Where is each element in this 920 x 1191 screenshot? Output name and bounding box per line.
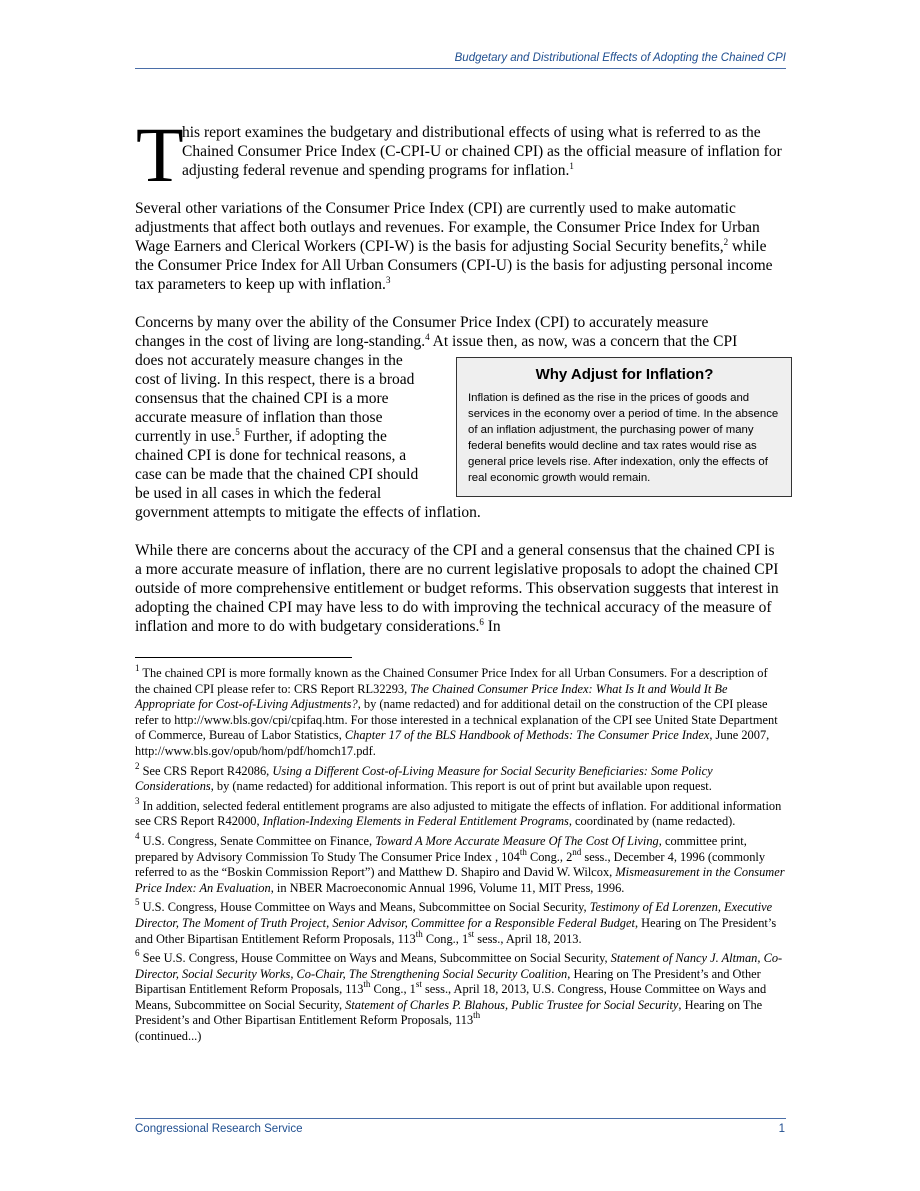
intro-text: his report examines the budgetary and distributional effects of using what is referred to as the Chained Consumer Price Index (C-CPI-U or chained CPI) as the official measure of inflation for adjusting federal revenue and spending programs for inflation. <box>182 124 782 179</box>
footnote-ref-4[interactable]: 4 <box>425 332 430 342</box>
footnote-text: , in NBER Macroeconomic Annual 1996, Volume 11, MIT Press, 1996. <box>270 880 625 895</box>
text-span: currently in use. <box>135 428 236 445</box>
ordinal-suffix: th <box>473 1010 481 1021</box>
footnote-6 <box>135 948 785 1045</box>
paragraph-text: While there are concerns about the accuracy of the CPI and a general consensus that the chained CPI is a more accurate measure of inflation, there are no current legislative proposals to adopt the chained CPI outside of more comprehensive entitlement or budget reforms. This observation suggests that interest in adopting the chained CPI may have less to do with improving the technical accuracy of the measure of inflation and more to do with budgetary considerations. <box>135 542 779 635</box>
footnote-ref-2[interactable]: 2 <box>723 237 729 247</box>
text-line: government attempts to mitigate the effects of inflation. <box>135 504 481 521</box>
ordinal-suffix: th <box>415 928 423 939</box>
footer-rule <box>135 1118 786 1119</box>
footnote-number: 3 <box>135 795 140 806</box>
footnote-ref-6[interactable]: 6 <box>479 617 484 627</box>
footnote-text: See U.S. Congress, House Committee on Ways and Means, Subcommittee on Social Security, <box>139 951 611 966</box>
footnote-text: , by (name redacted) for additional information. This report is out of print but available upon request. <box>210 779 712 794</box>
footnote-number: 4 <box>135 830 140 841</box>
footnote-text: , Hearing on The President’s and Other Bipartisan Entitlement Reform Proposals, 113 <box>135 966 761 997</box>
text-line: cost of living. In this respect, there is a broad <box>135 371 415 388</box>
text-line: chained CPI is done for technical reasons, a <box>135 447 407 464</box>
footnote-text: , June 2007, http://www.bls.gov/opub/hom/pdf/homch17.pdf. <box>135 728 770 758</box>
text-span: changes in the cost of living are long-standing. <box>135 333 426 350</box>
footnote-text: U.S. Congress, Senate Committee on Finance, <box>139 833 376 848</box>
footnote-number: 5 <box>135 897 140 908</box>
text-line <box>135 332 785 351</box>
footnote-text: sess., April 18, 2013. <box>474 931 582 946</box>
paragraph-text: while the Consumer Price Index for All Urban Consumers (CPI-U) is the basis for adjusting personal income tax parameters to keep up with inflation. <box>135 238 773 293</box>
footnotes <box>135 663 785 1049</box>
footnote-text: The chained CPI is more formally known as the Chained Consumer Price Index for all Urban Consumers. For a description of the chained CPI please refer to: CRS Report RL32293, <box>135 666 768 696</box>
sidebar-text: Inflation is defined as the rise in the prices of goods and services in the economy over a period of time. In the absence of an inflation adjustment, the purchasing power of many federal benefits would decline and tax rates would rise as general price levels rise. After indexation, only the effects of real economic growth would remain. <box>468 392 779 484</box>
footnote-title: Statement of Nancy J. Altman, Co-Director, Social Security Works, Co-Chair, The Strengthening Social Security Coalition <box>135 951 783 981</box>
footer-publisher: Congressional Research Service <box>135 1123 303 1135</box>
ordinal-suffix: st <box>415 979 422 990</box>
footnote-text: , Hearing on The President’s and Other Bipartisan Entitlement Reform Proposals, 113 <box>135 915 777 946</box>
ordinal-suffix: th <box>519 846 527 857</box>
text-span: Further, if adopting the <box>239 428 387 445</box>
ordinal-suffix: st <box>468 928 475 939</box>
footnote-3 <box>135 795 785 830</box>
intro-paragraph <box>182 123 786 180</box>
footnote-text: sess., December 4, 1996 (commonly referred to as the “Boskin Commission Report”) and Matthew D. Shapiro and David W. Wilcox, <box>135 849 766 880</box>
footnote-ref-3[interactable]: 3 <box>385 275 391 285</box>
footnote-title: Statement of Charles P. Blahous, Public Trustee for Social Security <box>345 997 679 1012</box>
footnote-title: Toward A More Accurate Measure Of The Cost Of Living <box>375 833 659 848</box>
text-line: consensus that the chained CPI is a more <box>135 390 389 407</box>
paragraph-legislative <box>135 541 785 636</box>
sidebar-box <box>456 357 792 497</box>
footnote-title: Testimony of Ed Lorenzen, Executive Director, The Moment of Truth Project, Senior Advisor, Committee for a Responsible Federal Budget <box>135 900 773 930</box>
footnote-title: Chapter 17 of the BLS Handbook of Methods: The Consumer Price Index <box>344 728 710 743</box>
drop-cap: T <box>136 111 184 198</box>
footnote-text: , coordinated by (name redacted). <box>568 814 736 829</box>
footnote-text: U.S. Congress, House Committee on Ways and Means, Subcommittee on Social Security, <box>139 900 590 915</box>
text-line: does not accurately measure changes in the <box>135 352 403 369</box>
paragraph-text: In <box>483 618 501 635</box>
text-line: Concerns by many over the ability of the Consumer Price Index (CPI) to accurately measure <box>135 314 709 331</box>
paragraph-cpi-variations <box>135 199 785 294</box>
ordinal-suffix: th <box>363 979 371 990</box>
footnote-title: Inflation-Indexing Elements in Federal Entitlement Programs <box>262 814 569 829</box>
footnote-text: sess., April 18, 2013, U.S. Congress, House Committee on Ways and Means, Subcommittee on Social Security, <box>135 982 767 1012</box>
footnote-title: The Chained Consumer Price Index: What Is It and Would It Be Appropriate for Cost-of-Living Adjustments? <box>135 681 728 712</box>
footnote-text: , Hearing on The President’s and Other Bipartisan Entitlement Reform Proposals, 113 <box>135 997 763 1028</box>
text-line: be used in all cases in which the federal <box>135 485 382 502</box>
footnote-number: 6 <box>135 948 140 959</box>
footnote-2 <box>135 760 785 795</box>
footnote-title: Mismeasurement in the Consumer Price Index: An Evaluation <box>135 865 785 895</box>
footnote-ref-1[interactable]: 1 <box>569 161 574 171</box>
footnote-number: 2 <box>135 760 140 771</box>
footnote-text: See CRS Report R42086, <box>139 763 273 778</box>
footnote-text: Cong., 2 <box>526 849 573 864</box>
text-span: At issue then, as now, was a concern that the CPI <box>429 333 738 350</box>
continued-note: (continued...) <box>135 1029 202 1044</box>
running-header: Budgetary and Distributional Effects of Adopting the Chained CPI <box>454 52 786 64</box>
sidebar-title: Why Adjust for Inflation? <box>535 366 714 383</box>
footnote-number: 1 <box>135 663 140 673</box>
footnote-1 <box>135 663 785 760</box>
footnote-text: In addition, selected federal entitlement programs are also adjusted to mitigate the effects of inflation. For additional information see CRS Report R42000, <box>135 798 782 829</box>
footnote-title: Using a Different Cost-of-Living Measure for Social Security Beneficiaries: Some Policy Considerations <box>135 763 713 794</box>
text-line: accurate measure of inflation than those <box>135 409 383 426</box>
footnote-4 <box>135 830 785 896</box>
page-number: 1 <box>778 1123 785 1135</box>
footnote-text: Cong., 1 <box>422 931 469 946</box>
ordinal-suffix: nd <box>572 846 582 857</box>
footnote-text: Cong., 1 <box>370 982 416 997</box>
footnote-text: , by (name redacted) and for additional detail on the construction of the CPI please refer to http://www.bls.gov/cpi/cpifaq.htm. For those interested in a technical explanation of the CPI see United State Department of Commerce, Bureau of Labor Statistics, <box>135 697 778 743</box>
footnote-rule <box>135 657 352 658</box>
footnote-text: , committee print, prepared by Advisory Commission To Study The Consumer Price Index , 104 <box>135 833 747 864</box>
header-rule <box>135 68 786 69</box>
footnote-ref-5[interactable]: 5 <box>235 427 240 437</box>
paragraph-text: Several other variations of the Consumer Price Index (CPI) are currently used to make automatic adjustments that affect both outlays and revenues. For example, the Consumer Price Index for Urban Wage Earners and Clerical Workers (CPI-W) is the basis for adjusting Social Security benefits, <box>135 200 760 255</box>
footnote-5 <box>135 897 785 947</box>
text-line: case can be made that the chained CPI should <box>135 466 419 483</box>
